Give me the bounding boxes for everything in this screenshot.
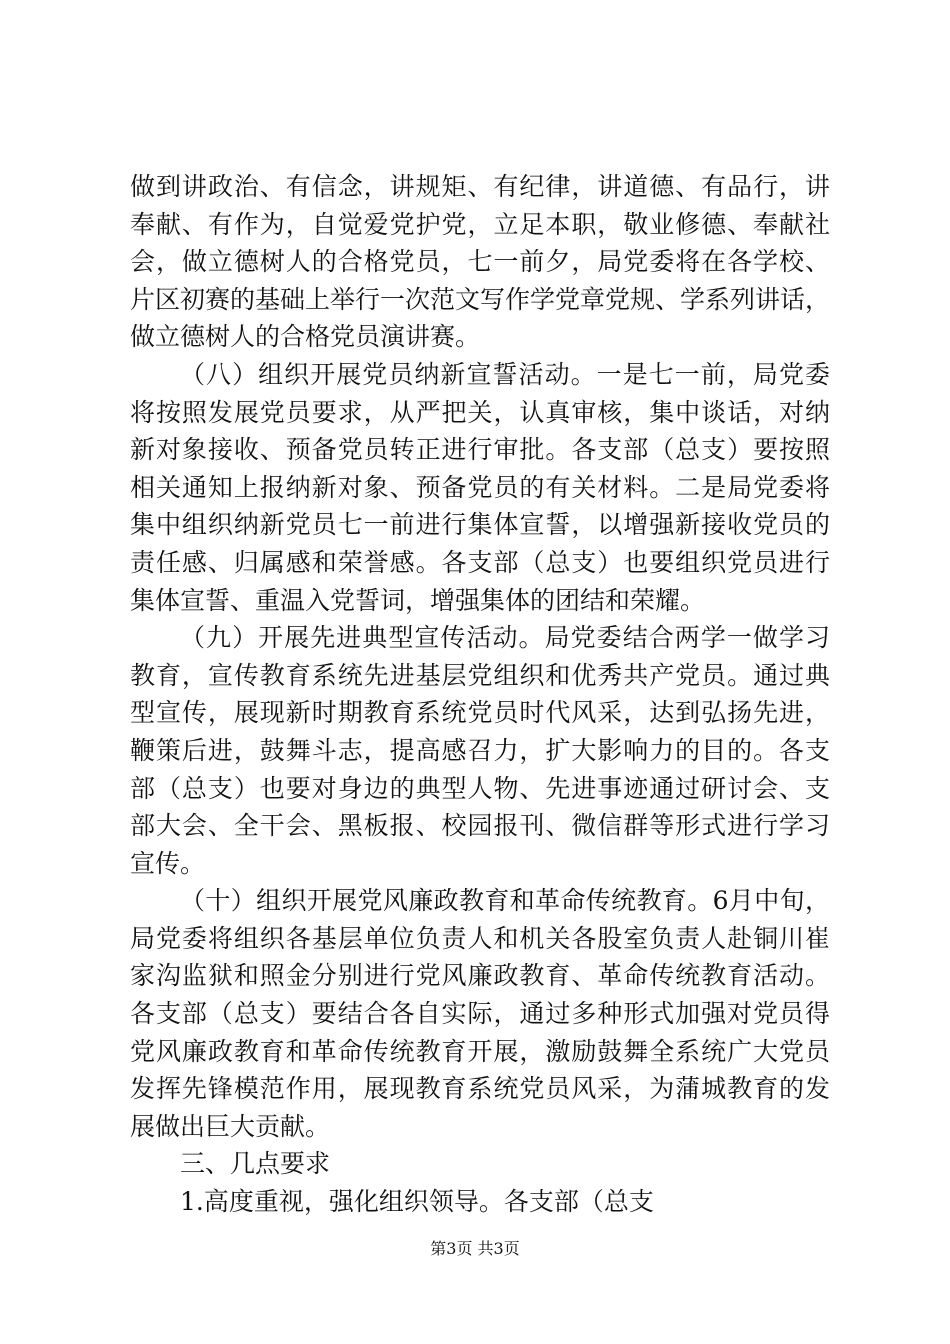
text-line: 集中组织纳新党员七一前进行集体宣誓，以增强新接收党员的 [130,510,830,540]
text-line: 各支部（总支）要结合各自实际，通过多种形式加强对党员得 [130,999,830,1029]
text-line: 奉献、有作为，自觉爱党护党，立足本职，敬业修德、奉献社 [130,209,830,239]
text-line: 宣传。 [130,848,206,878]
text-line: 将按照发展党员要求，从严把关，认真审核，集中谈话，对纳 [130,397,830,427]
text-line: 片区初赛的基础上举行一次范文写作学党章党规、学系列讲话， [130,284,831,314]
paragraph-first-line: （九）开展先进典型宣传活动。局党委结合两学一做学习 [180,623,830,653]
text-line: 做到讲政治、有信念，讲规矩、有纪律，讲道德、有品行，讲 [130,172,830,201]
paragraph-first-line: （八）组织开展党员纳新宣誓活动。一是七一前，局党委 [180,359,830,389]
text-line: 鞭策后进，鼓舞斗志，提高感召力，扩大影响力的目的。各支 [130,735,830,765]
text-line: 相关通知上报纳新对象、预备党员的有关材料。二是局党委将 [130,472,830,502]
text-line: 会，做立德树人的合格党员，七一前夕，局党委将在各学校、 [130,247,830,277]
text-line: 新对象接收、预备党员转正进行审批。各支部（总支）要按照 [130,435,830,465]
text-line: 责任感、归属感和荣誉感。各支部（总支）也要组织党员进行 [130,547,830,577]
text-line: 展做出巨大贡献。 [130,1111,331,1141]
page-number-footer: 第3页 共3页 [430,1239,520,1258]
text-line: 发挥先锋模范作用，展现教育系统党员风采，为蒲城教育的发 [130,1074,830,1104]
text-line: 党风廉政教育和革命传统教育开展，激励鼓舞全系统广大党员 [130,1036,830,1066]
text-line: 型宣传，展现新时期教育系统党员时代风采，达到弘扬先进， [130,698,830,728]
text-line: 集体宣誓、重温入党誓词，增强集体的团结和荣耀。 [130,585,706,615]
text-line: 部（总支）也要对身边的典型人物、先进事迹通过研讨会、支 [130,773,830,803]
document-body [130,168,830,1221]
text-line: 教育，宣传教育系统先进基层党组织和优秀共产党员。通过典 [130,660,830,690]
paragraph-first-line: （十）组织开展党风廉政教育和革命传统教育。6月中旬， [180,886,830,916]
section-heading: 三、几点要求 [180,1149,331,1179]
text-line: 部大会、全干会、黑板报、校园报刊、微信群等形式进行学习 [130,811,830,841]
text-line: 做立德树人的合格党员演讲赛。 [130,322,481,352]
text-line: 家沟监狱和照金分别进行党风廉政教育、革命传统教育活动。 [130,961,830,991]
text-line: 局党委将组织各基层单位负责人和机关各股室负责人赴铜川崔 [130,923,830,953]
list-item-heading: 1.高度重视，强化组织领导。各支部（总支 [180,1187,654,1217]
